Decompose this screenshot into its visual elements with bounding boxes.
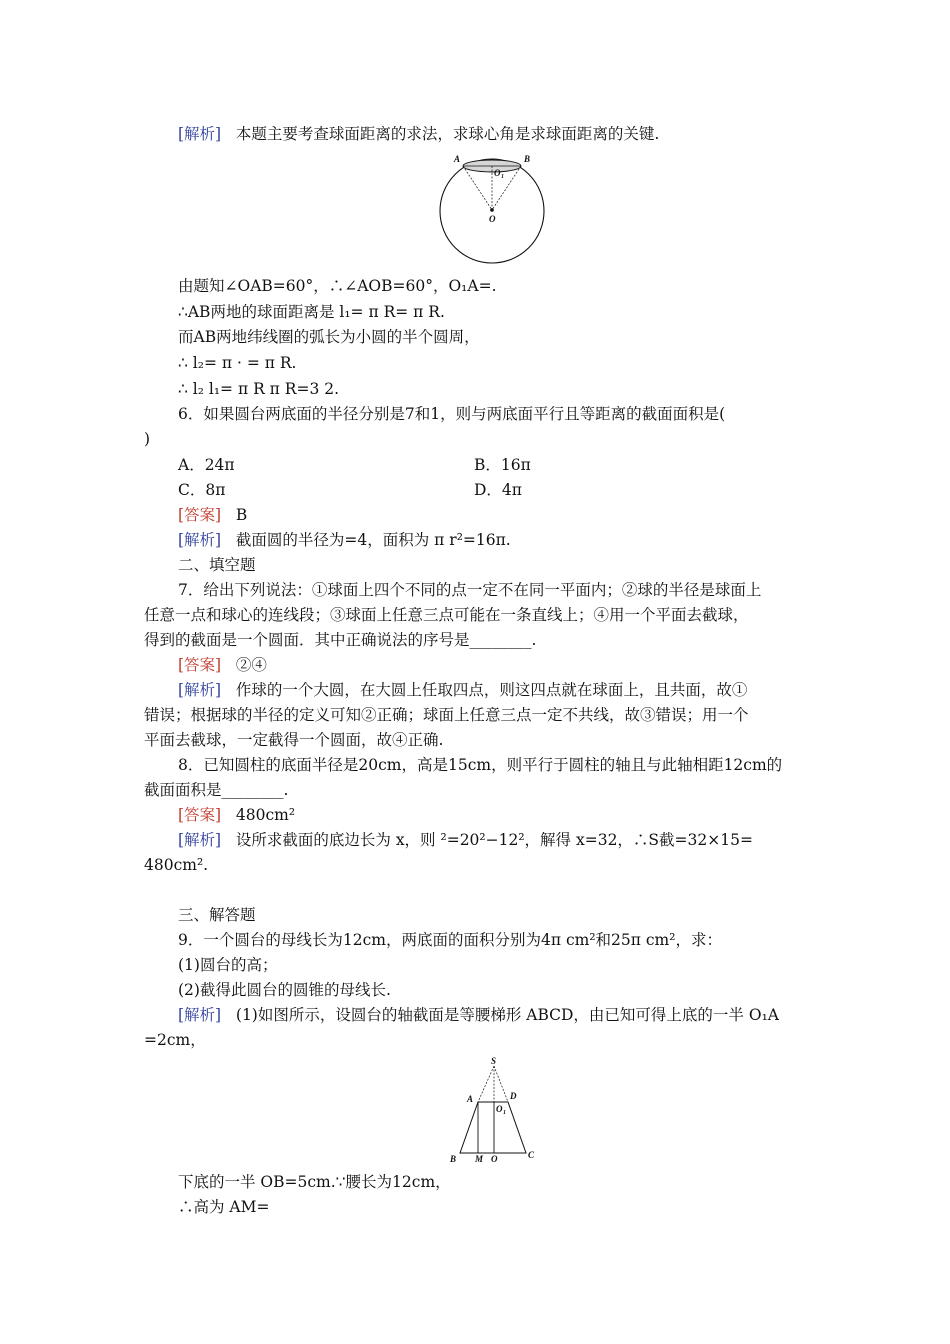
q6-option-b: B．16π — [474, 456, 531, 474]
q9-after: ∴高为 AM= — [178, 1198, 270, 1216]
q6-stem-cont: ) — [144, 430, 151, 448]
q8-answer-line — [178, 805, 295, 825]
analysis-text: (1)如图所示，设圆台的轴截面是等腰梯形 ABCD，由已知可得上底的一半 O₁A — [235, 1006, 779, 1024]
answer-tag: [答案] — [178, 656, 222, 674]
q6-stem: 6．如果圆台两底面的半径分别是7和1，则与两底面平行且等距离的截面面积是( — [178, 405, 726, 423]
label-b: B — [524, 154, 531, 164]
q7-stem: 7．给出下列说法：①球面上四个不同的点一定不在同一平面内；②球的半径是球面上 — [178, 581, 762, 599]
label-o: O — [489, 214, 496, 224]
sphere-figure — [436, 150, 548, 266]
frustum-figure — [440, 1052, 546, 1168]
q9-stem: 9．一个圆台的母线长为12cm，两底面的面积分别为4π cm²和25π cm²，求： — [178, 931, 722, 949]
label-o1-sub: 1 — [501, 174, 504, 180]
analysis-tag: [解析] — [178, 831, 222, 849]
q8-stem: 8．已知圆柱的底面半径是20cm，高是15cm，则平行于圆柱的轴且与此轴相距12cm的 — [178, 756, 783, 774]
label-o1-sub: 1 — [503, 1110, 506, 1116]
label-o1: O — [494, 168, 501, 178]
label-a: A — [467, 1094, 474, 1104]
q5-line: ∴ l₂ l₁= π R π R=3 2. — [178, 380, 340, 398]
q9-stem: (2)截得此圆台的圆锥的母线长. — [178, 981, 391, 999]
q6-analysis-line — [178, 530, 511, 550]
analysis-tag: [解析] — [178, 531, 222, 549]
label-d: D — [510, 1091, 517, 1101]
q5-line: ∴AB两地的球面距离是 l₁= π R= π R. — [178, 303, 445, 321]
q7-analysis-cont: 平面去截球，一定截得一个圆面，故④正确. — [144, 731, 444, 749]
q8-stem: 截面面积是________. — [144, 781, 289, 799]
analysis-tag: [解析] — [178, 681, 222, 699]
answer-tag: [答案] — [178, 506, 222, 524]
answer-text: B — [235, 506, 248, 524]
q8-analysis-line — [178, 830, 753, 850]
analysis-text: 设所求截面的底边长为 x，则 ²=20²−12²，解得 x=32，∴S截=32×15= — [235, 831, 753, 849]
section-heading: 二、填空题 — [178, 556, 256, 574]
analysis-text: 作球的一个大圆，在大圆上任取四点，则这四点就在球面上，且共面，故① — [235, 681, 748, 699]
answer-text: 480cm² — [235, 806, 296, 824]
q9-analysis-line — [178, 1005, 779, 1025]
q5-line: ∴ l₂= π · = π R. — [178, 354, 297, 372]
label-b: B — [450, 1154, 457, 1164]
q7-stem: 得到的截面是一个圆面．其中正确说法的序号是________. — [144, 631, 537, 649]
q5-line: 而AB两地纬线圈的弧长为小圆的半个圆周， — [178, 328, 480, 346]
q5-analysis-line — [178, 124, 659, 144]
q8-analysis-cont: 480cm². — [144, 856, 209, 874]
q7-analysis-cont: 错误；根据球的半径的定义可知②正确；球面上任意三点一定不共线，故③错误；用一个 — [144, 706, 749, 724]
q6-option-c: C．8π — [178, 481, 226, 499]
q9-stem: (1)圆台的高； — [178, 956, 278, 974]
answer-tag: [答案] — [178, 806, 222, 824]
q5-line: 由题知∠OAB=60°，∴∠AOB=60°，O₁A=. — [178, 277, 497, 295]
label-c: C — [528, 1150, 535, 1160]
section-heading: 三、解答题 — [178, 906, 256, 924]
q9-analysis-cont: =2cm， — [144, 1031, 206, 1049]
q6-option-d: D．4π — [474, 481, 522, 499]
q7-answer-line — [178, 655, 267, 675]
label-o: O — [491, 1154, 498, 1164]
analysis-tag: [解析] — [178, 125, 222, 143]
label-m: M — [475, 1154, 484, 1164]
q7-analysis-line — [178, 680, 747, 700]
q6-option-a: A．24π — [178, 456, 235, 474]
label-a: A — [454, 154, 461, 164]
q7-stem: 任意一点和球心的连线段；③球面上任意三点可能在一条直线上；④用一个平面去截球， — [144, 606, 749, 624]
q6-answer-line — [178, 505, 247, 525]
analysis-text: 本题主要考查球面距离的求法，求球心角是求球面距离的关键. — [235, 125, 660, 143]
label-s: S — [491, 1056, 497, 1066]
answer-text: ②④ — [235, 656, 267, 674]
q9-after: 下底的一半 OB=5cm.∵腰长为12cm， — [178, 1173, 451, 1191]
analysis-tag: [解析] — [178, 1006, 222, 1024]
analysis-text: 截面圆的半径为=4，面积为 π r²=16π. — [235, 531, 511, 549]
label-o1: O — [496, 1104, 503, 1114]
